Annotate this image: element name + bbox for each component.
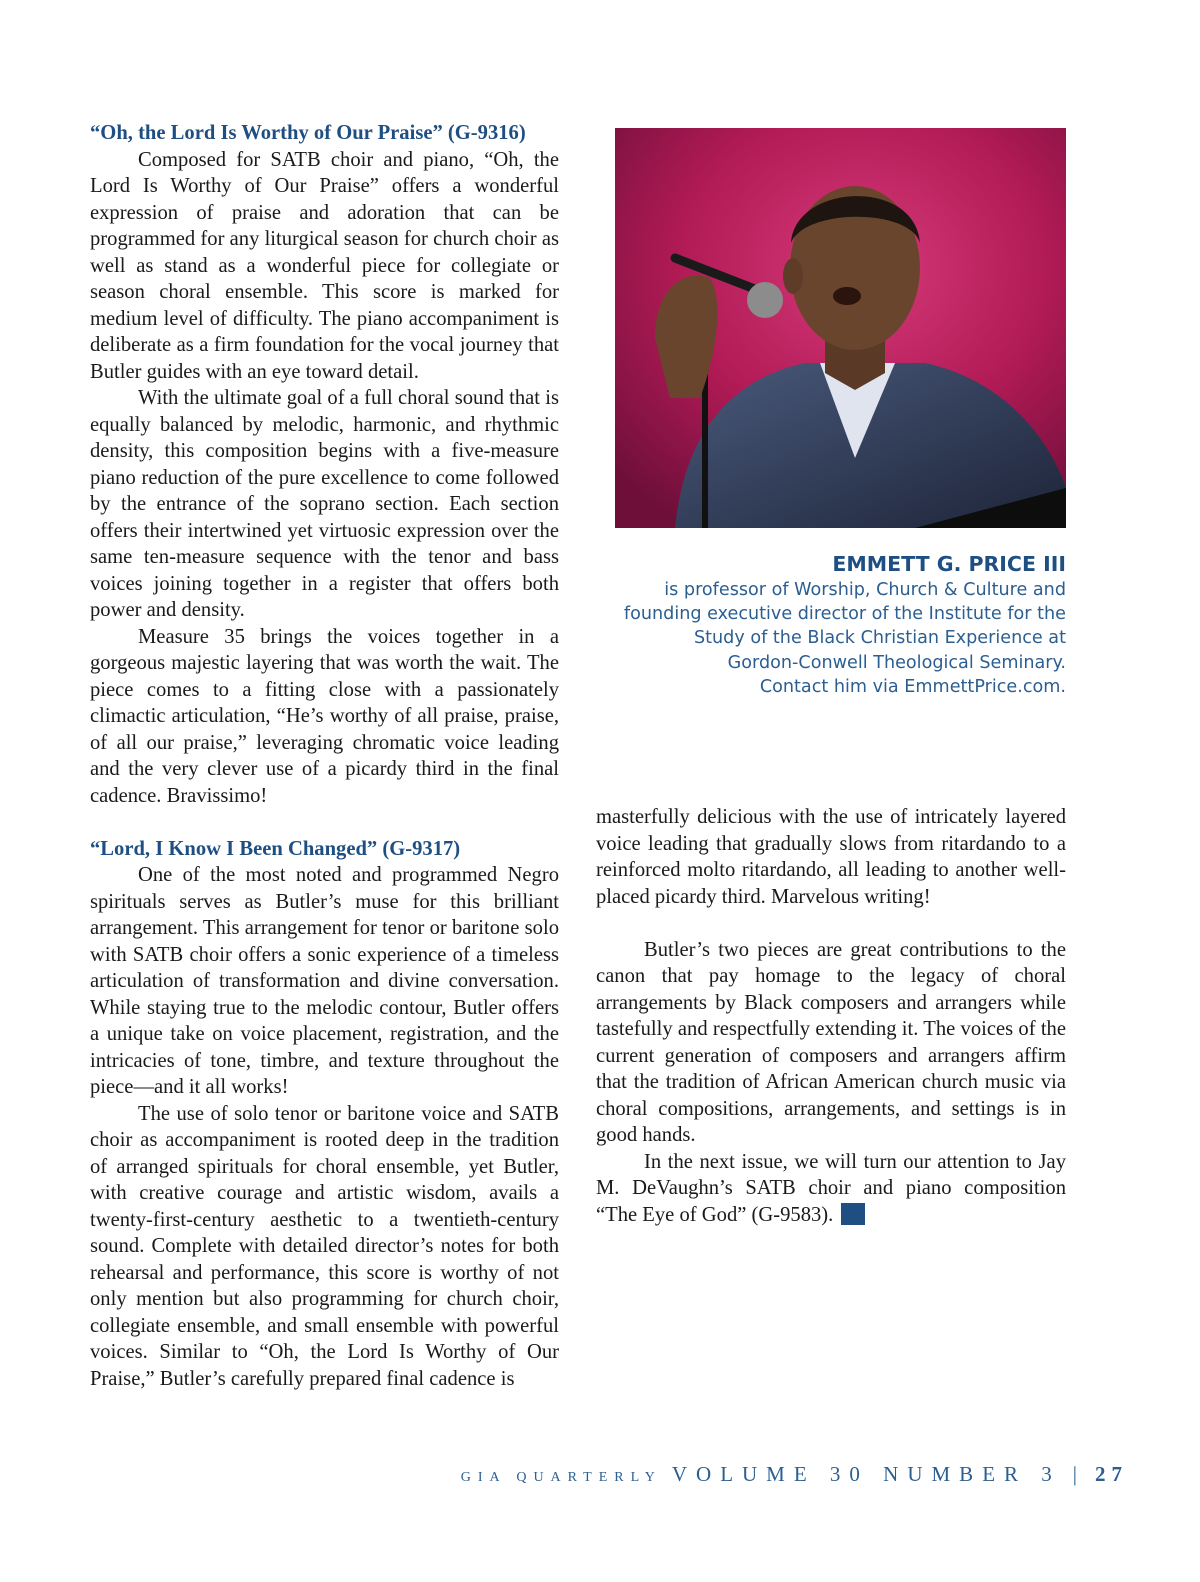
bio-line: founding executive director of the Institute for the <box>623 604 1066 625</box>
page-number: 27 <box>1095 1462 1128 1486</box>
bio-line: Study of the Black Christian Experience at <box>693 628 1066 649</box>
portrait-photo <box>615 128 1066 528</box>
paragraph: With the ultimate goal of a full choral sound that is equally balanced by melodic, harmonic, and rhythmic density, this composition begins with a five-measure piano reduction of the pure excellence to come followed by the entrance of the soprano section. Each section offers their intertwined yet virtuosic expression over the same ten-measure sequence with the tenor and bass voices joining together in a register that offers both power and density. <box>90 387 559 621</box>
section-heading-oh-the-lord: “Oh, the Lord Is Worthy of Our Praise” (G-9316) <box>90 122 526 144</box>
paragraph-last <box>596 1149 1066 1229</box>
volume-number: VOLUME 30 NUMBER 3 <box>671 1462 1061 1486</box>
section-heading-lord-i-know: “Lord, I Know I Been Changed” (G-9317) <box>90 837 461 860</box>
paragraph: Butler’s two pieces are great contributions to the canon that pay homage to the legacy of choral arrangements by Black composers and arrangers while tastefully and respectfully extending it. The voices of the current generation of composers and arrangers affirm that the tradition of African American church music via choral compositions, arrangements, and settings is in good hands. <box>596 938 1066 1146</box>
footer-separator: | <box>1072 1462 1077 1486</box>
bio-line: is professor of Worship, Church & Culture and <box>664 580 1066 600</box>
spacer <box>596 910 1066 937</box>
spacer <box>90 809 559 836</box>
page-footer <box>461 1462 1128 1487</box>
paragraph: One of the most noted and programmed Negro spirituals serves as Butler’s muse for this brilliant arrangement. This arrangement for tenor or baritone solo with SATB choir offers a sonic experience of a timeless articulation of transformation and divine conversation. While staying true to the melodic contour, Butler offers a unique take on voice placement, registration, and the intricacies of tone, timbre, and texture throughout the piece—and it all works! <box>90 864 559 1098</box>
bio-contact: Contact him via EmmettPrice.com. <box>759 676 1066 697</box>
paragraph: Composed for SATB choir and piano, “Oh, the Lord Is Worthy of Our Praise” offers a wonderful expression of praise and adoration that can be programmed for any liturgical season for church choir as well as stand as a wonderful piece for collegiate or season choral ensemble. This score is marked for medium level of difficulty. The piano accompaniment is deliberate as a firm foundation for the vocal journey that Butler guides with an eye toward detail. <box>90 148 559 383</box>
left-column <box>90 120 559 1392</box>
last-paragraph-text: In the next issue, we will turn our attention to Jay M. DeVaughn’s SATB choir and piano composition “The Eye of God” (G-9583). <box>596 1150 1066 1226</box>
portrait-illustration <box>615 128 1066 528</box>
end-of-article-icon <box>841 1203 865 1225</box>
paragraph: masterfully delicious with the use of intricately layered voice leading that gradually slows from ritardando to a reinforced molto ritardando, all leading to another well-placed picardy third. Marvelous writing! <box>596 806 1066 908</box>
paragraph: Measure 35 brings the voices together in a gorgeous majestic layering that was worth the wait. The piece comes to a fitting close with a passionately climactic articulation, “He’s worthy of all praise, praise, of all our praise,” leveraging chromatic voice leading and the very clever use of a picardy third in the final cadence. Bravissimo! <box>90 625 559 807</box>
author-name: EMMETT G. PRICE III <box>832 552 1066 576</box>
paragraph: The use of solo tenor or baritone voice and SATB choir as accompaniment is rooted deep in the tradition of arranged spirituals for choral ensemble, yet Butler, with creative courage and artistic wisdom, avails a twenty-first-century aesthetic to a twentieth-century sound. Complete with detailed director’s notes for both rehearsal and performance, this score is worthy of not only mention but also programming for church choir, collegiate ensemble, and small ensemble with powerful voices. Similar to “Oh, the Lord Is Worthy of Our Praise,” Butler’s carefully prepared final cadence is <box>90 1102 559 1390</box>
bio-line: Gordon-Conwell Theological Seminary. <box>727 652 1066 673</box>
right-column <box>596 804 1066 1228</box>
author-bio <box>600 550 1066 699</box>
publication-name: GIA QUARTERLY <box>460 1470 662 1485</box>
